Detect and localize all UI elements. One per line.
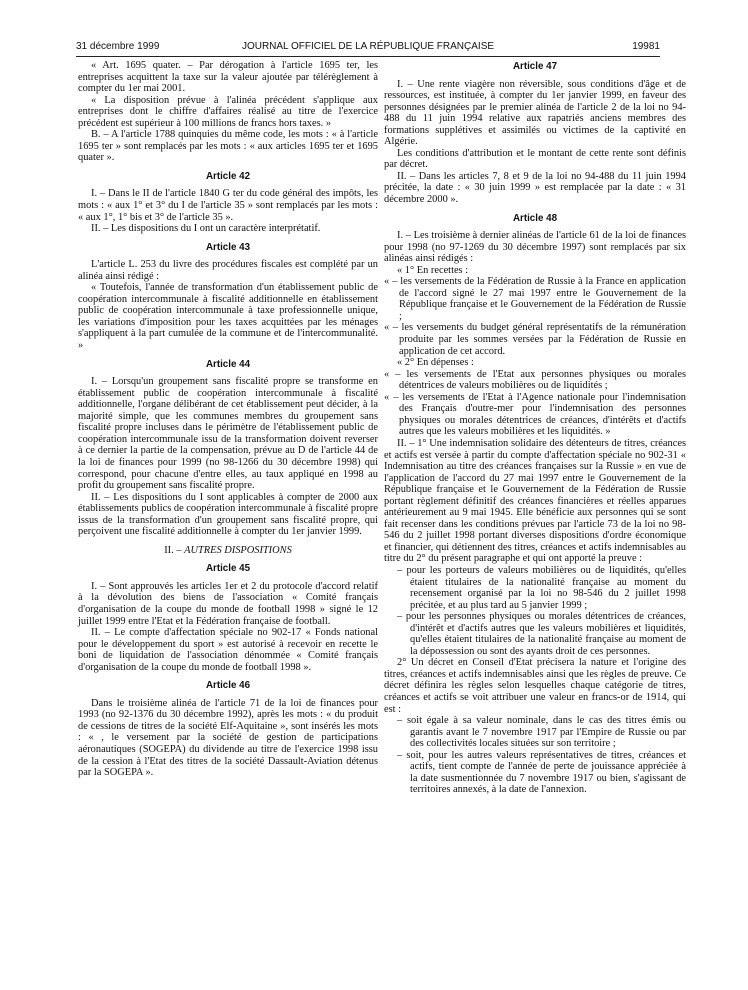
article-43-heading: Article 43 (205, 241, 251, 253)
header-page-number: 19981 (632, 41, 660, 52)
paragraph: « Toutefois, l'année de transformation d'un établissement public de coopération intercommunale à fiscalité additionnelle en établissement public de coopération intercommunale à taxe professionnelle unique, les variations d'imposition pour les taxes acquittées par les ménages s'appliquent à la part cumulée de la commune et de l'intercommunalité. » (78, 282, 378, 352)
paragraph: L'article L. 253 du livre des procédures fiscales est complété par un alinéa ainsi rédigé : (78, 259, 378, 282)
paragraph: I. – Dans le II de l'article 1840 G ter du code général des impôts, les mots : « aux 1° et 3° du I de l'article 35 » sont remplacés par les mots : « aux 1°, 1° bis et 3° de l'article 35 ». (78, 188, 378, 223)
section-heading (78, 545, 378, 557)
paragraph: II. – Dans les articles 7, 8 et 9 de la loi no 94-488 du 11 juin 1994 précitée, la date : « 30 juin 1999 » est remplacée par la date : « 31 décembre 2000 ». (384, 170, 686, 206)
right-column (384, 60, 686, 796)
header-date: 31 décembre 1999 (76, 41, 160, 52)
paragraph: « 2° En dépenses : (397, 357, 474, 369)
paragraph: Dans le troisième alinéa de l'article 71 de la loi de finances pour 1993 (no 92-1376 du 30 décembre 1992), après les mots : « du produit de cessions de titres de la société Elf-Aquitaine », sont insérés les mots : « , le versement par la société de gestion de participations aéronautiques (SOGEPA) du dividende au titre de l'exercice 1998 issu de la cession à l'Etat des titres de la société Dassault-Aviation détenus par la SOGEPA ». (78, 697, 378, 779)
paragraph: I. – Lorsqu'un groupement sans fiscalité propre se transforme en établissement public de coopération intercommunale à fiscalité additionnelle, l'organe délibérant de cet établissement peut décider, à la majorité simple, que les communes membres du groupement sans fiscalité propre incluses dans le périmètre de l'établissement public de coopération intercommunale issu de la transformation doivent reverser à ce dernier la partie de la compensation, prévue au D de l'article 44 de la loi de finances pour 1999 (no 98-1266 du 30 décembre 1998) qui correspond, pour chacune d'entre elles, au taux appliqué en 1998 au profit du groupement sans fiscalité propre. (78, 376, 378, 492)
list-item: « – les versements du budget général représentatifs de la rémunération produite par les sommes versées par la Fédération de Russie en application de cet accord. (384, 322, 686, 357)
paragraph: I. – Les troisième à dernier alinéas de l'article 61 de la loi de finances pour 1998 (no 97-1269 du 30 décembre 1997) sont remplacés par six alinéas ainsi rédigés : (384, 230, 686, 265)
section-number: II. – (164, 544, 182, 556)
list-item: « – les versements de l'Etat aux personnes physiques ou morales détentrices de valeurs mobilières ou de liquidités ; (384, 368, 686, 392)
left-column (78, 60, 378, 779)
paragraph: « 1° En recettes : (397, 264, 469, 276)
paragraph: I. – Une rente viagère non réversible, sous conditions d'âge et de ressources, est instituée, à compter du 1er janvier 1999, en faveur des personnes désignées par le premier alinéa de l'article 2 de la loi no 94-488 du 11 juin 1994 relative aux rapatriés anciens membres des formations supplétives et assimilés ou victimes de la captivité en Algérie. (384, 78, 686, 148)
paragraph: B. – A l'article 1788 quinquies du même code, les mots : « à l'article 1695 ter » sont remplacés par les mots : « aux articles 1695 ter et 1695 quater ». (78, 129, 378, 164)
list-item: « – les versements de l'Etat à l'Agence nationale pour l'indemnisation des Français d'outre-mer pour l'indemnisation des personnes physiques ou morales détentrices de créances, d'intérêts et d'actifs autres que les valeurs mobilières et les liquidités. » (384, 391, 686, 438)
list-item: – soit égale à sa valeur nominale, dans le cas des titres émis ou garantis avant le 7 novembre 1917 par l'Empire de Russie ou par des collectivités locales situées sur son territoire ; (397, 715, 686, 750)
article-48-heading: Article 48 (512, 212, 558, 224)
paragraph: II. – 1° Une indemnisation solidaire des détenteurs de titres, créances et actifs est versée à partir du compte d'affectation spéciale no 902-31 « Indemnisation au titre des créances françaises sur la Russie » en vue de l'application de l'accord du 27 mai 1997 entre le Gouvernement de la République française et le Gouvernement de la Fédération de Russie portant règlement définitif des créances financières et réelles apparues antérieurement au 9 mai 1945. Elle bénéficie aux personnes qui se sont fait recenser dans les conditions prévues par l'article 73 de la loi no 98-546 du 2 juillet 1998 portant diverses dispositions d'ordre économique et financier, qui détiennent des titres, créances et actifs indemnisables au titre du 2° du présent paragraphe et qui ont apporté la preuve : (384, 437, 686, 565)
running-header (76, 41, 660, 55)
article-45-heading: Article 45 (205, 563, 251, 575)
section-title: AUTRES DISPOSITIONS (184, 544, 292, 556)
paragraph: II. – Les dispositions du I ont un caractère interprétatif. (91, 223, 321, 235)
list-item: « – les versements de la Fédération de Russie à la France en application de l'accord signé le 27 mai 1997 entre le Gouvernement de la République française et le Gouvernement de la Fédération de Russie ; (384, 276, 686, 322)
list-item: – soit, pour les autres valeurs représentatives de titres, créances et actifs, tient compte de l'année de perte de jouissance appréciée à la date susmentionnée du 7 novembre 1917 ou bien, s'agissant de territoires annexés, à la date de l'annexion. (397, 749, 686, 796)
list-item: – pour les porteurs de valeurs mobilières ou de liquidités, qu'elles étaient titulaires de la nationalité française au moment du recensement organisé par la loi no 98-546 du 2 juillet 1998 précitée, et au plus tard au 5 janvier 1999 ; (397, 564, 686, 611)
article-44-heading: Article 44 (205, 358, 251, 370)
header-journal-title: JOURNAL OFFICIEL DE LA RÉPUBLIQUE FRANÇAISE (241, 41, 495, 52)
paragraph: Les conditions d'attribution et le montant de cette rente sont définis par décret. (384, 147, 686, 171)
paragraph: « Art. 1695 quater. – Par dérogation à l'article 1695 ter, les entreprises acquittent la taxe sur la valeur ajoutée par télérèglement à compter du 1er mai 2001. (78, 60, 378, 95)
article-42-heading: Article 42 (205, 170, 251, 182)
paragraph: II. – Le compte d'affectation spéciale no 902-17 « Fonds national pour le développement du sport » est autorisé à recevoir en recette le boni de liquidation de l'association dénommée « Comité français d'organisation de la coupe du monde de football 1998 ». (78, 627, 378, 673)
paragraph: 2° Un décret en Conseil d'Etat précisera la nature et l'origine des titres, créances et actifs indemnisables ainsi que les règles de preuve. Ce décret définira les règles selon lesquelles chaque catégorie de titres, créances et actifs se voit attribuer une valeur en francs-or de 1914, qui est : (384, 657, 686, 715)
paragraph: I. – Sont approuvés les articles 1er et 2 du protocole d'accord relatif à la dévolution des biens de l'association « Comité français d'organisation de la coupe du monde de football 1998 » signé le 12 juillet 1999 entre l'Etat et la Fédération française de football. (78, 580, 378, 627)
paragraph: « La disposition prévue à l'alinéa précédent s'applique aux entreprises dont le chiffre d'affaires réalisé au titre de l'exercice précédent est supérieur à 100 millions de francs hors taxes. » (78, 94, 378, 129)
article-47-heading: Article 47 (512, 61, 558, 72)
list-item: – pour les personnes physiques ou morales détentrices de créances, d'intérêt et d'actifs autres que les valeurs mobilières et liquidités, qu'elles étaient titulaires de la nationalité française au moment de la dépossession ou sont des ayants droit de ces personnes. (397, 611, 686, 657)
header-rule (76, 56, 660, 57)
article-46-heading: Article 46 (205, 680, 251, 692)
paragraph: II. – Les dispositions du I sont applicables à compter de 2000 aux établissements publics de coopération intercommunale à fiscalité propre issus de la transformation d'un groupement sans fiscalité propre, qui perçoivent une fiscalité additionnelle à compter du 1er janvier 1999. (78, 491, 378, 538)
